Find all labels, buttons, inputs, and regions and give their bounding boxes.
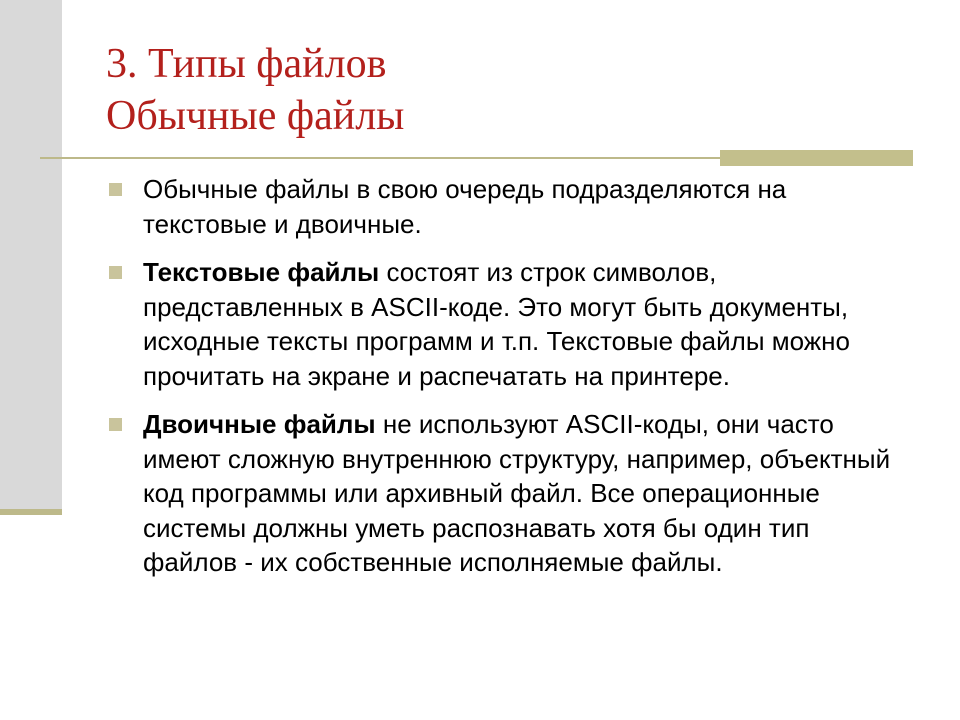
square-bullet-icon xyxy=(109,418,122,431)
slide-title xyxy=(106,38,404,142)
left-bar-accent-line xyxy=(0,509,62,515)
title-divider-accent xyxy=(720,150,913,166)
bullet-text: Обычные файлы в свою очередь подразделяются на текстовые и двоичные. xyxy=(143,174,787,239)
bullet-bold-text: Двоичные файлы xyxy=(143,409,376,439)
slide-title-line-2: Обычные файлы xyxy=(106,93,405,139)
bullet-item xyxy=(107,255,907,393)
bullet-text: состоят из строк символов, представленных в ASCII-коде. Это могут быть документы, исходные тексты программ и т.п. Текстовые файлы можно прочитать на экране и распечатать на принтере. xyxy=(143,257,851,391)
bullet-item xyxy=(107,407,907,580)
bullet-item xyxy=(107,172,907,241)
square-bullet-icon xyxy=(109,266,122,279)
left-decorative-bar xyxy=(0,0,62,513)
bullet-bold-text: Текстовые файлы xyxy=(143,257,380,287)
bullet-list xyxy=(107,172,907,594)
slide-title-line-1: 3. Типы файлов xyxy=(106,41,387,87)
square-bullet-icon xyxy=(109,183,122,196)
bullet-text: не используют ASCII-коды, они часто имеют сложную внутреннюю структуру, например, объектный код программы или архивный файл. Все операционные системы должны уметь распознавать хотя бы один тип файлов - их собственные исполняемые файлы. xyxy=(143,409,891,577)
